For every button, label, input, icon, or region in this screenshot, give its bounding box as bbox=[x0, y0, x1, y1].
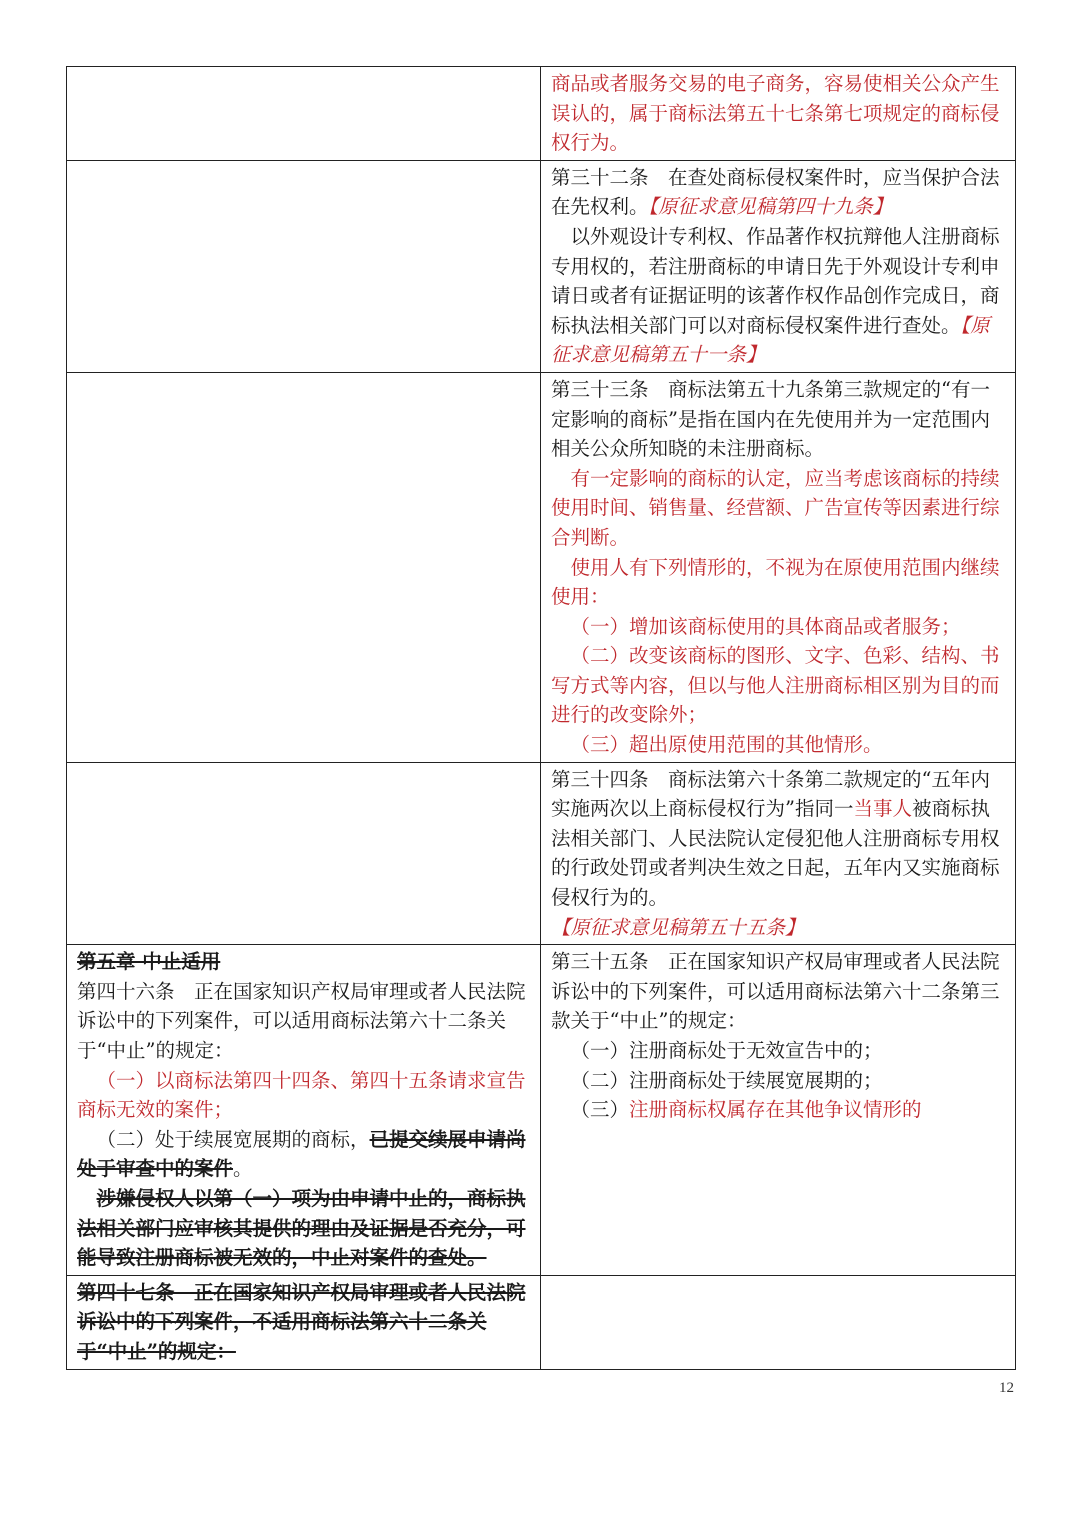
right-cell bbox=[541, 372, 1016, 762]
list-item bbox=[77, 1066, 531, 1125]
deleted-text: 涉嫌侵权人以第（一）项为由申请中止的，商标执法相关部门应审核其提供的理由及证据是否充分，可能导致注册商标被无效的，中止对案件的查处。 bbox=[77, 1186, 526, 1270]
table-row bbox=[67, 945, 1016, 1276]
article-32 bbox=[551, 163, 1006, 222]
deleted-text: 第四十七条 正在国家知识产权局审理或者人民法院诉讼中的下列案件，不适用商标法第六十二条关于“中止”的规定： bbox=[77, 1280, 526, 1363]
table-row bbox=[67, 1275, 1016, 1369]
article-text: 商品或者服务交易的电子商务，容易使相关公众产生误认的，属于商标法第五十七条第七项规定的商标侵权行为。 bbox=[551, 72, 1000, 155]
article-text: 被商标执法相关部门、人民法院认定侵犯他人注册商标专用权的行政处罚或者判决生效之日起，五年内又实施商标侵权行为的。 bbox=[551, 797, 1000, 910]
deleted-text: 已提交续展申请尚处于审查中的案件 bbox=[77, 1127, 526, 1181]
paragraph: 使用人有下列情形的，不视为在原使用范围内继续使用： bbox=[551, 555, 1000, 609]
article-text: 第三十四条 商标法第六十条第二款规定的“五年内实施两次以上商标侵权行为”指同一 bbox=[551, 767, 990, 821]
article-text: 第三十二条 在查处商标侵权案件时，应当保护合法在先权利。 bbox=[551, 165, 1000, 219]
inserted-text: （一）以商标法第四十四条、第四十五条请求宣告商标无效的案件； bbox=[77, 1068, 526, 1122]
source-note: 【原征求意见稿第五十一条】 bbox=[551, 313, 990, 367]
article-text: 以外观设计专利权、作品著作权抗辩他人注册商标专用权的，若注册商标的申请日先于外观设计专利申请日或者有证据证明的该著作权作品创作完成日，商标执法相关部门可以对商标侵权案件进行查处。 bbox=[551, 224, 1000, 337]
article-46: 第四十六条 正在国家知识产权局审理或者人民法院诉讼中的下列案件，可以适用商标法第六十二条关于“中止”的规定： bbox=[77, 979, 526, 1062]
article-text: （三） bbox=[570, 1098, 630, 1122]
article-text: （二）处于续展宽展期的商标， bbox=[96, 1127, 370, 1151]
paragraph: 有一定影响的商标的认定，应当考虑该商标的持续使用时间、销售量、经营额、广告宣传等因素进行综合判断。 bbox=[551, 466, 1000, 549]
right-cell bbox=[541, 160, 1016, 372]
left-cell bbox=[67, 372, 541, 762]
chapter-heading: 第五章 中止适用 bbox=[77, 950, 221, 974]
table-row bbox=[67, 372, 1016, 762]
left-cell bbox=[67, 1275, 541, 1369]
left-cell bbox=[67, 945, 541, 1276]
comparison-table bbox=[66, 66, 1016, 1370]
list-item: （二）注册商标处于续展宽展期的； bbox=[570, 1068, 883, 1092]
list-item: （一）增加该商标使用的具体商品或者服务； bbox=[570, 614, 961, 638]
right-cell bbox=[541, 1275, 1016, 1369]
table-row bbox=[67, 762, 1016, 945]
paragraph bbox=[551, 222, 1006, 370]
list-item: （二）改变该商标的图形、文字、色彩、结构、书写方式等内容，但以与他人注册商标相区别为目的而进行的改变除外； bbox=[551, 644, 1000, 727]
source-note: 【原征求意见稿第五十五条】 bbox=[551, 915, 805, 939]
table-row bbox=[67, 160, 1016, 372]
list-item: （三）超出原使用范围的其他情形。 bbox=[570, 733, 883, 757]
article-text: 。 bbox=[233, 1157, 253, 1181]
article-33: 第三十三条 商标法第五十九条第三款规定的“有一定影响的商标”是指在国内在先使用并为一定范围内相关公众所知晓的未注册商标。 bbox=[551, 377, 990, 461]
table-row bbox=[67, 67, 1016, 161]
right-cell bbox=[541, 762, 1016, 945]
inserted-text: 当事人 bbox=[853, 797, 912, 821]
inserted-text: 注册商标权属存在其他争议情形的 bbox=[629, 1098, 922, 1122]
page-number: 12 bbox=[999, 1380, 1014, 1396]
left-cell bbox=[67, 160, 541, 372]
article-34 bbox=[551, 765, 1006, 913]
article-35: 第三十五条 正在国家知识产权局审理或者人民法院诉讼中的下列案件，可以适用商标法第六十二条第三款关于“中止”的规定： bbox=[551, 950, 1000, 1033]
list-item: （一）注册商标处于无效宣告中的； bbox=[570, 1039, 883, 1062]
left-cell bbox=[67, 67, 541, 161]
right-cell bbox=[541, 945, 1016, 1276]
list-item bbox=[77, 1125, 531, 1184]
list-item bbox=[551, 1095, 1006, 1125]
source-note: 【原征求意见稿第四十九条】 bbox=[648, 195, 893, 219]
left-cell bbox=[67, 762, 541, 945]
right-cell bbox=[541, 67, 1016, 161]
